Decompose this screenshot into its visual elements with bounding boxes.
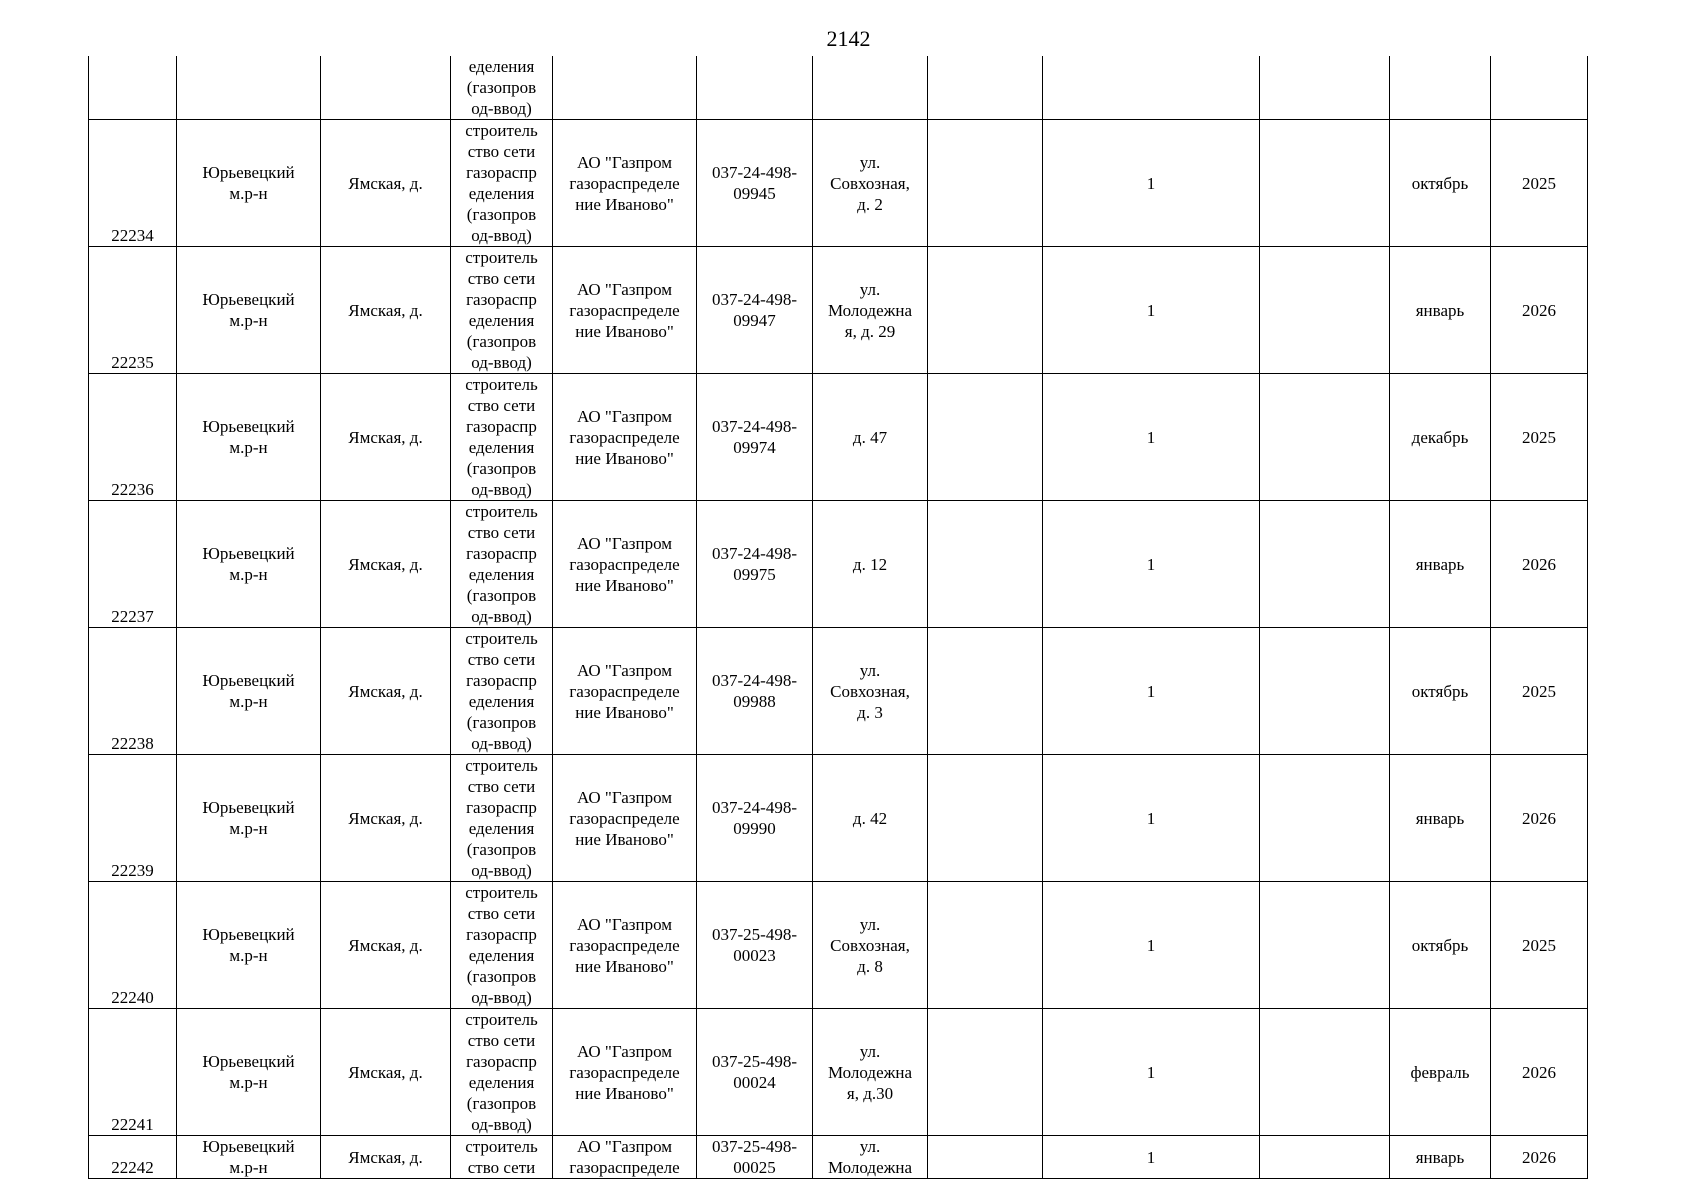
cell-address: [813, 882, 928, 1009]
cell-code: [697, 374, 813, 501]
cell-district: [177, 1136, 321, 1179]
cell-empty: [1260, 628, 1390, 755]
cell-quantity: [1043, 374, 1260, 501]
cell-id: [89, 882, 177, 1009]
operator-text: АО "Газпром газораспределе ние Иваново": [569, 787, 680, 849]
table-row: [89, 374, 1588, 501]
district-text: Юрьевецкий м.р-н: [202, 798, 295, 838]
cell-id: [89, 755, 177, 882]
cell-year: [1491, 1136, 1588, 1179]
quantity-text: 1: [1146, 935, 1156, 955]
cell-empty: [928, 882, 1043, 1009]
table-row: [89, 501, 1588, 628]
operator-text: АО "Газпром газораспределе ние Иваново": [569, 660, 680, 722]
quantity-text: 1: [1146, 1147, 1156, 1167]
settlement-text: Ямская, д.: [348, 173, 423, 193]
id-text: 22238: [111, 734, 154, 753]
cell-operator: [553, 56, 697, 120]
work-type-text: строитель ство сети газораспр еделения (газопров од-ввод): [465, 502, 538, 626]
cell-work-type: [451, 501, 553, 628]
cell-code: [697, 247, 813, 374]
work-type-text: строитель ство сети: [465, 1137, 538, 1177]
operator-text: АО "Газпром газораспределе ние Иваново": [569, 1041, 680, 1103]
address-text: ул. Совхозная, д. 8: [830, 914, 910, 976]
table-row: [89, 755, 1588, 882]
cell-quantity: [1043, 755, 1260, 882]
id-text: 22239: [111, 861, 154, 880]
settlement-text: Ямская, д.: [348, 1147, 423, 1167]
cell-quantity: [1043, 247, 1260, 374]
district-text: Юрьевецкий м.р-н: [202, 671, 295, 711]
quantity-text: 1: [1146, 554, 1156, 574]
cell-empty: [1260, 755, 1390, 882]
cell-district: [177, 501, 321, 628]
cell-district: [177, 56, 321, 120]
id-text: 22236: [111, 480, 154, 499]
cell-code: [697, 882, 813, 1009]
district-text: Юрьевецкий м.р-н: [202, 544, 295, 584]
work-type-text: строитель ство сети газораспр еделения (газопров од-ввод): [465, 375, 538, 499]
id-text: 22235: [111, 353, 154, 372]
code-text: 037-24-498- 09945: [712, 163, 797, 203]
cell-year: [1491, 501, 1588, 628]
cell-empty: [928, 755, 1043, 882]
settlement-text: Ямская, д.: [348, 808, 423, 828]
district-text: Юрьевецкий м.р-н: [202, 290, 295, 330]
month-text: октябрь: [1411, 681, 1469, 701]
work-type-text: строитель ство сети газораспр еделения (газопров од-ввод): [465, 1010, 538, 1134]
cell-settlement: [321, 1009, 451, 1136]
code-text: 037-25-498- 00023: [712, 925, 797, 965]
cell-quantity: [1043, 1136, 1260, 1179]
cell-year: [1491, 56, 1588, 120]
month-text: октябрь: [1411, 935, 1469, 955]
cell-year: [1491, 628, 1588, 755]
cell-empty: [928, 120, 1043, 247]
cell-operator: [553, 247, 697, 374]
cell-quantity: [1043, 1009, 1260, 1136]
address-text: ул. Молодежна: [827, 1137, 913, 1177]
district-text: Юрьевецкий м.р-н: [202, 925, 295, 965]
month-text: январь: [1415, 808, 1465, 828]
cell-address: [813, 501, 928, 628]
cell-id: [89, 1009, 177, 1136]
cell-id: [89, 501, 177, 628]
cell-code: [697, 1009, 813, 1136]
cell-empty: [1260, 56, 1390, 120]
cell-work-type: [451, 1009, 553, 1136]
operator-text: АО "Газпром газораспределе ние Иваново": [569, 533, 680, 595]
cell-year: [1491, 247, 1588, 374]
cell-work-type: [451, 120, 553, 247]
cell-quantity: [1043, 56, 1260, 120]
work-type-text: строитель ство сети газораспр еделения (газопров од-ввод): [465, 883, 538, 1007]
operator-text: АО "Газпром газораспределе ние Иваново": [569, 152, 680, 214]
cell-year: [1491, 120, 1588, 247]
cell-empty: [928, 1136, 1043, 1179]
cell-empty: [1260, 501, 1390, 628]
gasification-schedule-table: [88, 56, 1588, 1179]
code-text: 037-25-498- 00025: [712, 1137, 797, 1177]
cell-work-type: [451, 755, 553, 882]
cell-district: [177, 1009, 321, 1136]
address-text: ул. Совхозная, д. 3: [830, 660, 910, 722]
cell-year: [1491, 1009, 1588, 1136]
district-text: Юрьевецкий м.р-н: [202, 417, 295, 457]
page-number: 2142: [826, 26, 871, 51]
settlement-text: Ямская, д.: [348, 935, 423, 955]
cell-work-type: [451, 374, 553, 501]
year-text: 2026: [1522, 300, 1556, 320]
cell-district: [177, 374, 321, 501]
cell-operator: [553, 755, 697, 882]
cell-month: [1390, 1136, 1491, 1179]
table-row: [89, 247, 1588, 374]
table-row: [89, 1009, 1588, 1136]
cell-district: [177, 247, 321, 374]
code-text: 037-24-498- 09974: [712, 417, 797, 457]
cell-address: [813, 56, 928, 120]
cell-work-type: [451, 1136, 553, 1179]
cell-month: [1390, 501, 1491, 628]
address-text: д. 42: [852, 808, 888, 828]
cell-code: [697, 56, 813, 120]
cell-work-type: [451, 247, 553, 374]
district-text: Юрьевецкий м.р-н: [202, 1052, 295, 1092]
cell-settlement: [321, 628, 451, 755]
cell-settlement: [321, 501, 451, 628]
id-text: 22241: [111, 1115, 154, 1134]
settlement-text: Ямская, д.: [348, 300, 423, 320]
cell-address: [813, 755, 928, 882]
cell-empty: [1260, 882, 1390, 1009]
cell-settlement: [321, 56, 451, 120]
cell-operator: [553, 882, 697, 1009]
code-text: 037-25-498- 00024: [712, 1052, 797, 1092]
address-text: ул. Молодежна я, д.30: [827, 1041, 913, 1103]
quantity-text: 1: [1146, 1062, 1156, 1082]
cell-empty: [1260, 247, 1390, 374]
settlement-text: Ямская, д.: [348, 554, 423, 574]
cell-empty: [928, 56, 1043, 120]
cell-address: [813, 628, 928, 755]
cell-month: [1390, 882, 1491, 1009]
cell-id: [89, 247, 177, 374]
cell-operator: [553, 1136, 697, 1179]
cell-id: [89, 120, 177, 247]
id-text: 22240: [111, 988, 154, 1007]
id-text: 22242: [111, 1158, 154, 1177]
cell-empty: [928, 247, 1043, 374]
id-text: 22237: [111, 607, 154, 626]
year-text: 2026: [1522, 1147, 1556, 1167]
quantity-text: 1: [1146, 173, 1156, 193]
cell-work-type: [451, 628, 553, 755]
table-body: [89, 56, 1588, 1179]
cell-month: [1390, 755, 1491, 882]
cell-quantity: [1043, 628, 1260, 755]
work-type-text: строитель ство сети газораспр еделения (газопров од-ввод): [465, 121, 538, 245]
district-text: Юрьевецкий м.р-н: [202, 1137, 295, 1177]
year-text: 2026: [1522, 1062, 1556, 1082]
cell-quantity: [1043, 120, 1260, 247]
operator-text: АО "Газпром газораспределе ние Иваново": [569, 279, 680, 341]
code-text: 037-24-498- 09990: [712, 798, 797, 838]
code-text: 037-24-498- 09988: [712, 671, 797, 711]
address-text: д. 47: [852, 427, 888, 447]
cell-address: [813, 374, 928, 501]
cell-code: [697, 1136, 813, 1179]
month-text: февраль: [1410, 1062, 1470, 1082]
year-text: 2025: [1522, 681, 1556, 701]
cell-code: [697, 755, 813, 882]
cell-year: [1491, 374, 1588, 501]
cell-address: [813, 247, 928, 374]
cell-empty: [1260, 1136, 1390, 1179]
cell-district: [177, 628, 321, 755]
year-text: 2025: [1522, 173, 1556, 193]
cell-empty: [928, 374, 1043, 501]
cell-empty: [1260, 374, 1390, 501]
cell-id: [89, 1136, 177, 1179]
quantity-text: 1: [1146, 681, 1156, 701]
cell-code: [697, 120, 813, 247]
cell-quantity: [1043, 882, 1260, 1009]
cell-empty: [928, 501, 1043, 628]
cell-address: [813, 120, 928, 247]
year-text: 2025: [1522, 427, 1556, 447]
cell-empty: [1260, 120, 1390, 247]
cell-settlement: [321, 755, 451, 882]
cell-code: [697, 501, 813, 628]
cell-year: [1491, 882, 1588, 1009]
operator-text: АО "Газпром газораспределе ние Иваново": [569, 406, 680, 468]
cell-settlement: [321, 1136, 451, 1179]
cell-id: [89, 56, 177, 120]
cell-month: [1390, 247, 1491, 374]
month-text: январь: [1415, 300, 1465, 320]
cell-operator: [553, 1009, 697, 1136]
work-type-text: строитель ство сети газораспр еделения (газопров од-ввод): [465, 248, 538, 372]
cell-year: [1491, 755, 1588, 882]
cell-settlement: [321, 374, 451, 501]
table-row-partial: [89, 1136, 1588, 1179]
cell-month: [1390, 1009, 1491, 1136]
district-text: Юрьевецкий м.р-н: [202, 163, 295, 203]
quantity-text: 1: [1146, 427, 1156, 447]
cell-district: [177, 755, 321, 882]
cell-month: [1390, 628, 1491, 755]
cell-empty: [928, 628, 1043, 755]
cell-month: [1390, 374, 1491, 501]
cell-work-type: [451, 56, 553, 120]
address-text: ул. Совхозная, д. 2: [830, 152, 910, 214]
year-text: 2025: [1522, 935, 1556, 955]
code-text: 037-24-498- 09947: [712, 290, 797, 330]
year-text: 2026: [1522, 808, 1556, 828]
cell-empty: [1260, 1009, 1390, 1136]
year-text: 2026: [1522, 554, 1556, 574]
table-row: [89, 882, 1588, 1009]
cell-operator: [553, 501, 697, 628]
work-type-text: строитель ство сети газораспр еделения (газопров од-ввод): [465, 756, 538, 880]
code-text: 037-24-498- 09975: [712, 544, 797, 584]
table-row: [89, 120, 1588, 247]
cell-id: [89, 628, 177, 755]
work-type-text: еделения (газопров од-ввод): [466, 57, 537, 118]
cell-operator: [553, 628, 697, 755]
quantity-text: 1: [1146, 300, 1156, 320]
cell-month: [1390, 120, 1491, 247]
cell-empty: [928, 1009, 1043, 1136]
month-text: январь: [1415, 554, 1465, 574]
operator-text: АО "Газпром газораспределе: [569, 1137, 680, 1177]
table-row-continued: [89, 56, 1588, 120]
cell-district: [177, 882, 321, 1009]
cell-quantity: [1043, 501, 1260, 628]
cell-operator: [553, 120, 697, 247]
month-text: декабрь: [1411, 427, 1469, 447]
cell-settlement: [321, 247, 451, 374]
cell-address: [813, 1136, 928, 1179]
id-text: 22234: [111, 226, 154, 245]
table-row: [89, 628, 1588, 755]
settlement-text: Ямская, д.: [348, 427, 423, 447]
cell-id: [89, 374, 177, 501]
month-text: январь: [1415, 1147, 1465, 1167]
cell-work-type: [451, 882, 553, 1009]
cell-code: [697, 628, 813, 755]
cell-district: [177, 120, 321, 247]
cell-operator: [553, 374, 697, 501]
cell-settlement: [321, 882, 451, 1009]
operator-text: АО "Газпром газораспределе ние Иваново": [569, 914, 680, 976]
settlement-text: Ямская, д.: [348, 681, 423, 701]
address-text: ул. Молодежна я, д. 29: [827, 279, 913, 341]
address-text: д. 12: [852, 554, 888, 574]
month-text: октябрь: [1411, 173, 1469, 193]
cell-address: [813, 1009, 928, 1136]
cell-settlement: [321, 120, 451, 247]
cell-month: [1390, 56, 1491, 120]
work-type-text: строитель ство сети газораспр еделения (газопров од-ввод): [465, 629, 538, 753]
settlement-text: Ямская, д.: [348, 1062, 423, 1082]
quantity-text: 1: [1146, 808, 1156, 828]
